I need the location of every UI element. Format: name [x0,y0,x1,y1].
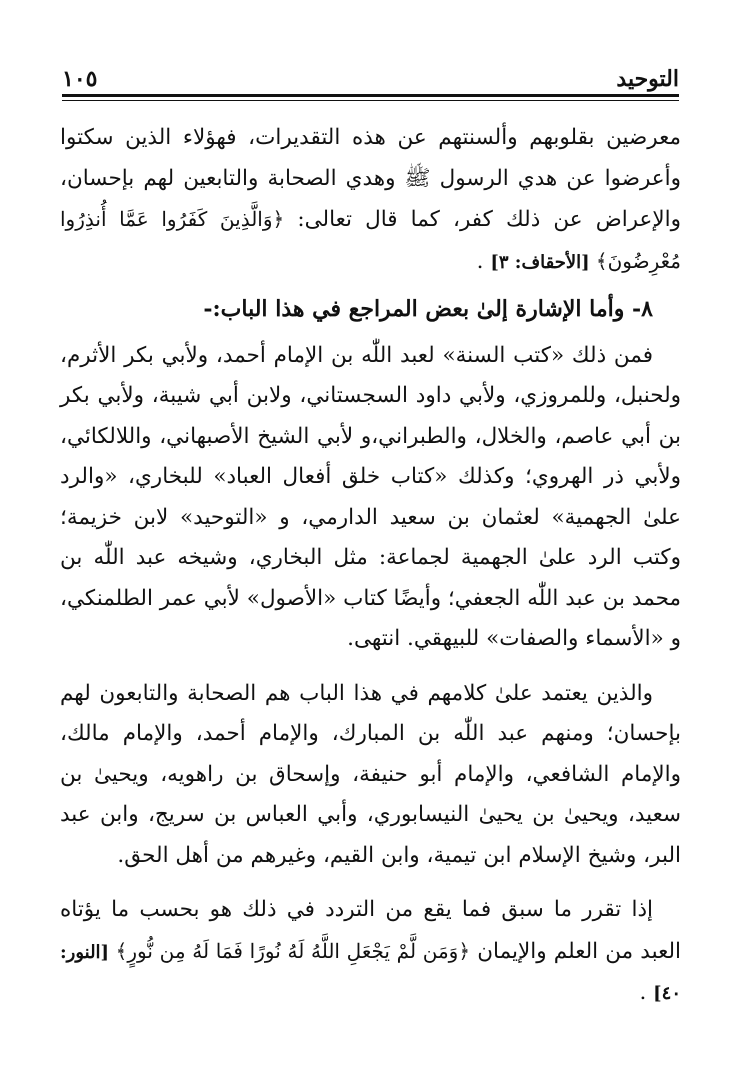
verse-reference-ahqaf: [الأحقاف: ٣] [490,251,596,273]
paragraph-1 [60,118,681,283]
quran-verse-nur: ﴿وَمَن لَّمْ يَجْعَلِ اللَّهُ لَهُ نُورًا فَمَا لَهُ مِن نُّورٍ﴾ [115,938,471,963]
paragraph-3: والذين يعتمد علىٰ كلامهم في هذا الباب هم الصحابة والتابعون لهم بإحسان؛ ومنهم عبد اللّٰه بن المبارك، والإمام أحمد، والإمام مالك، والإمام الشافعي، والإمام أبو حنيفة، وإسحاق بن راهويه، ويحيىٰ بن سعيد، ويحيىٰ بن يحيىٰ النيسابوري، وأبي العباس بن سريج، وابن عبد البر، وشيخ الإسلام ابن تيمية، وابن القيم، وغيرهم من أهل الحق. [60,680,681,868]
paragraph-4-text: إذا تقرر ما سبق فما يقع من التردد في ذلك هو بحسب ما يؤتاه العبد من العلم والإيمان [60,897,681,964]
paragraph-4 [60,890,681,1015]
header-title: التوحيد [616,66,679,92]
header-rule-thick [62,94,679,97]
page-header [62,58,679,92]
paragraph-4-end: . [639,980,654,1005]
section-heading: ٨- وأما الإشارة إلىٰ بعض المراجع في هذا الباب:- [203,296,653,322]
paragraph-1-text: معرضين بقلوبهم وألسنتهم عن هذه التقديرات، فهؤلاء الذين سكتوا وأعرضوا عن هدي الرسول ﷺ وهدي الصحابة والتابعين لهم بإحسان، والإعراض عن ذلك كفر، كما قال تعالى: [60,125,681,232]
paragraph-2: فمن ذلك «كتب السنة» لعبد اللّٰه بن الإمام أحمد، ولأبي بكر الأثرم، ولحنبل، وللمروزي، ولأبي داود السجستاني، ولابن أبي شيبة، ولأبي بكر بن أبي عاصم، والخلال، والطبراني،و لأبي الشيخ الأصبهاني، واللالكائي، ولأبي ذر الهروي؛ وكذلك «كتاب خلق أفعال العباد» للبخاري، «والرد علىٰ الجهمية» لعثمان بن سعيد الدارمي، و «التوحيد» لابن خزيمة؛ وكتب الرد علىٰ الجهمية لجماعة: مثل البخاري، وشيخه عبد اللّٰه بن محمد بن عبد اللّٰه الجعفي؛ وأيضًا كتاب «الأصول» لأبي عمر الطلمنكي، و «الأسماء والصفات» للبيهقي. انتهى. [60,342,681,651]
verse-reference-nur: [النور: ٤٠] [60,941,681,1004]
quran-verse-ahqaf: ﴿وَالَّذِينَ كَفَرُوا عَمَّا أُنذِرُوا مُعْرِضُونَ﴾ [60,207,681,273]
page-number: ١٠٥ [62,66,98,92]
page-body [60,118,681,1015]
paragraph-1-end: . [476,248,491,274]
header-rule-thin [62,100,679,101]
